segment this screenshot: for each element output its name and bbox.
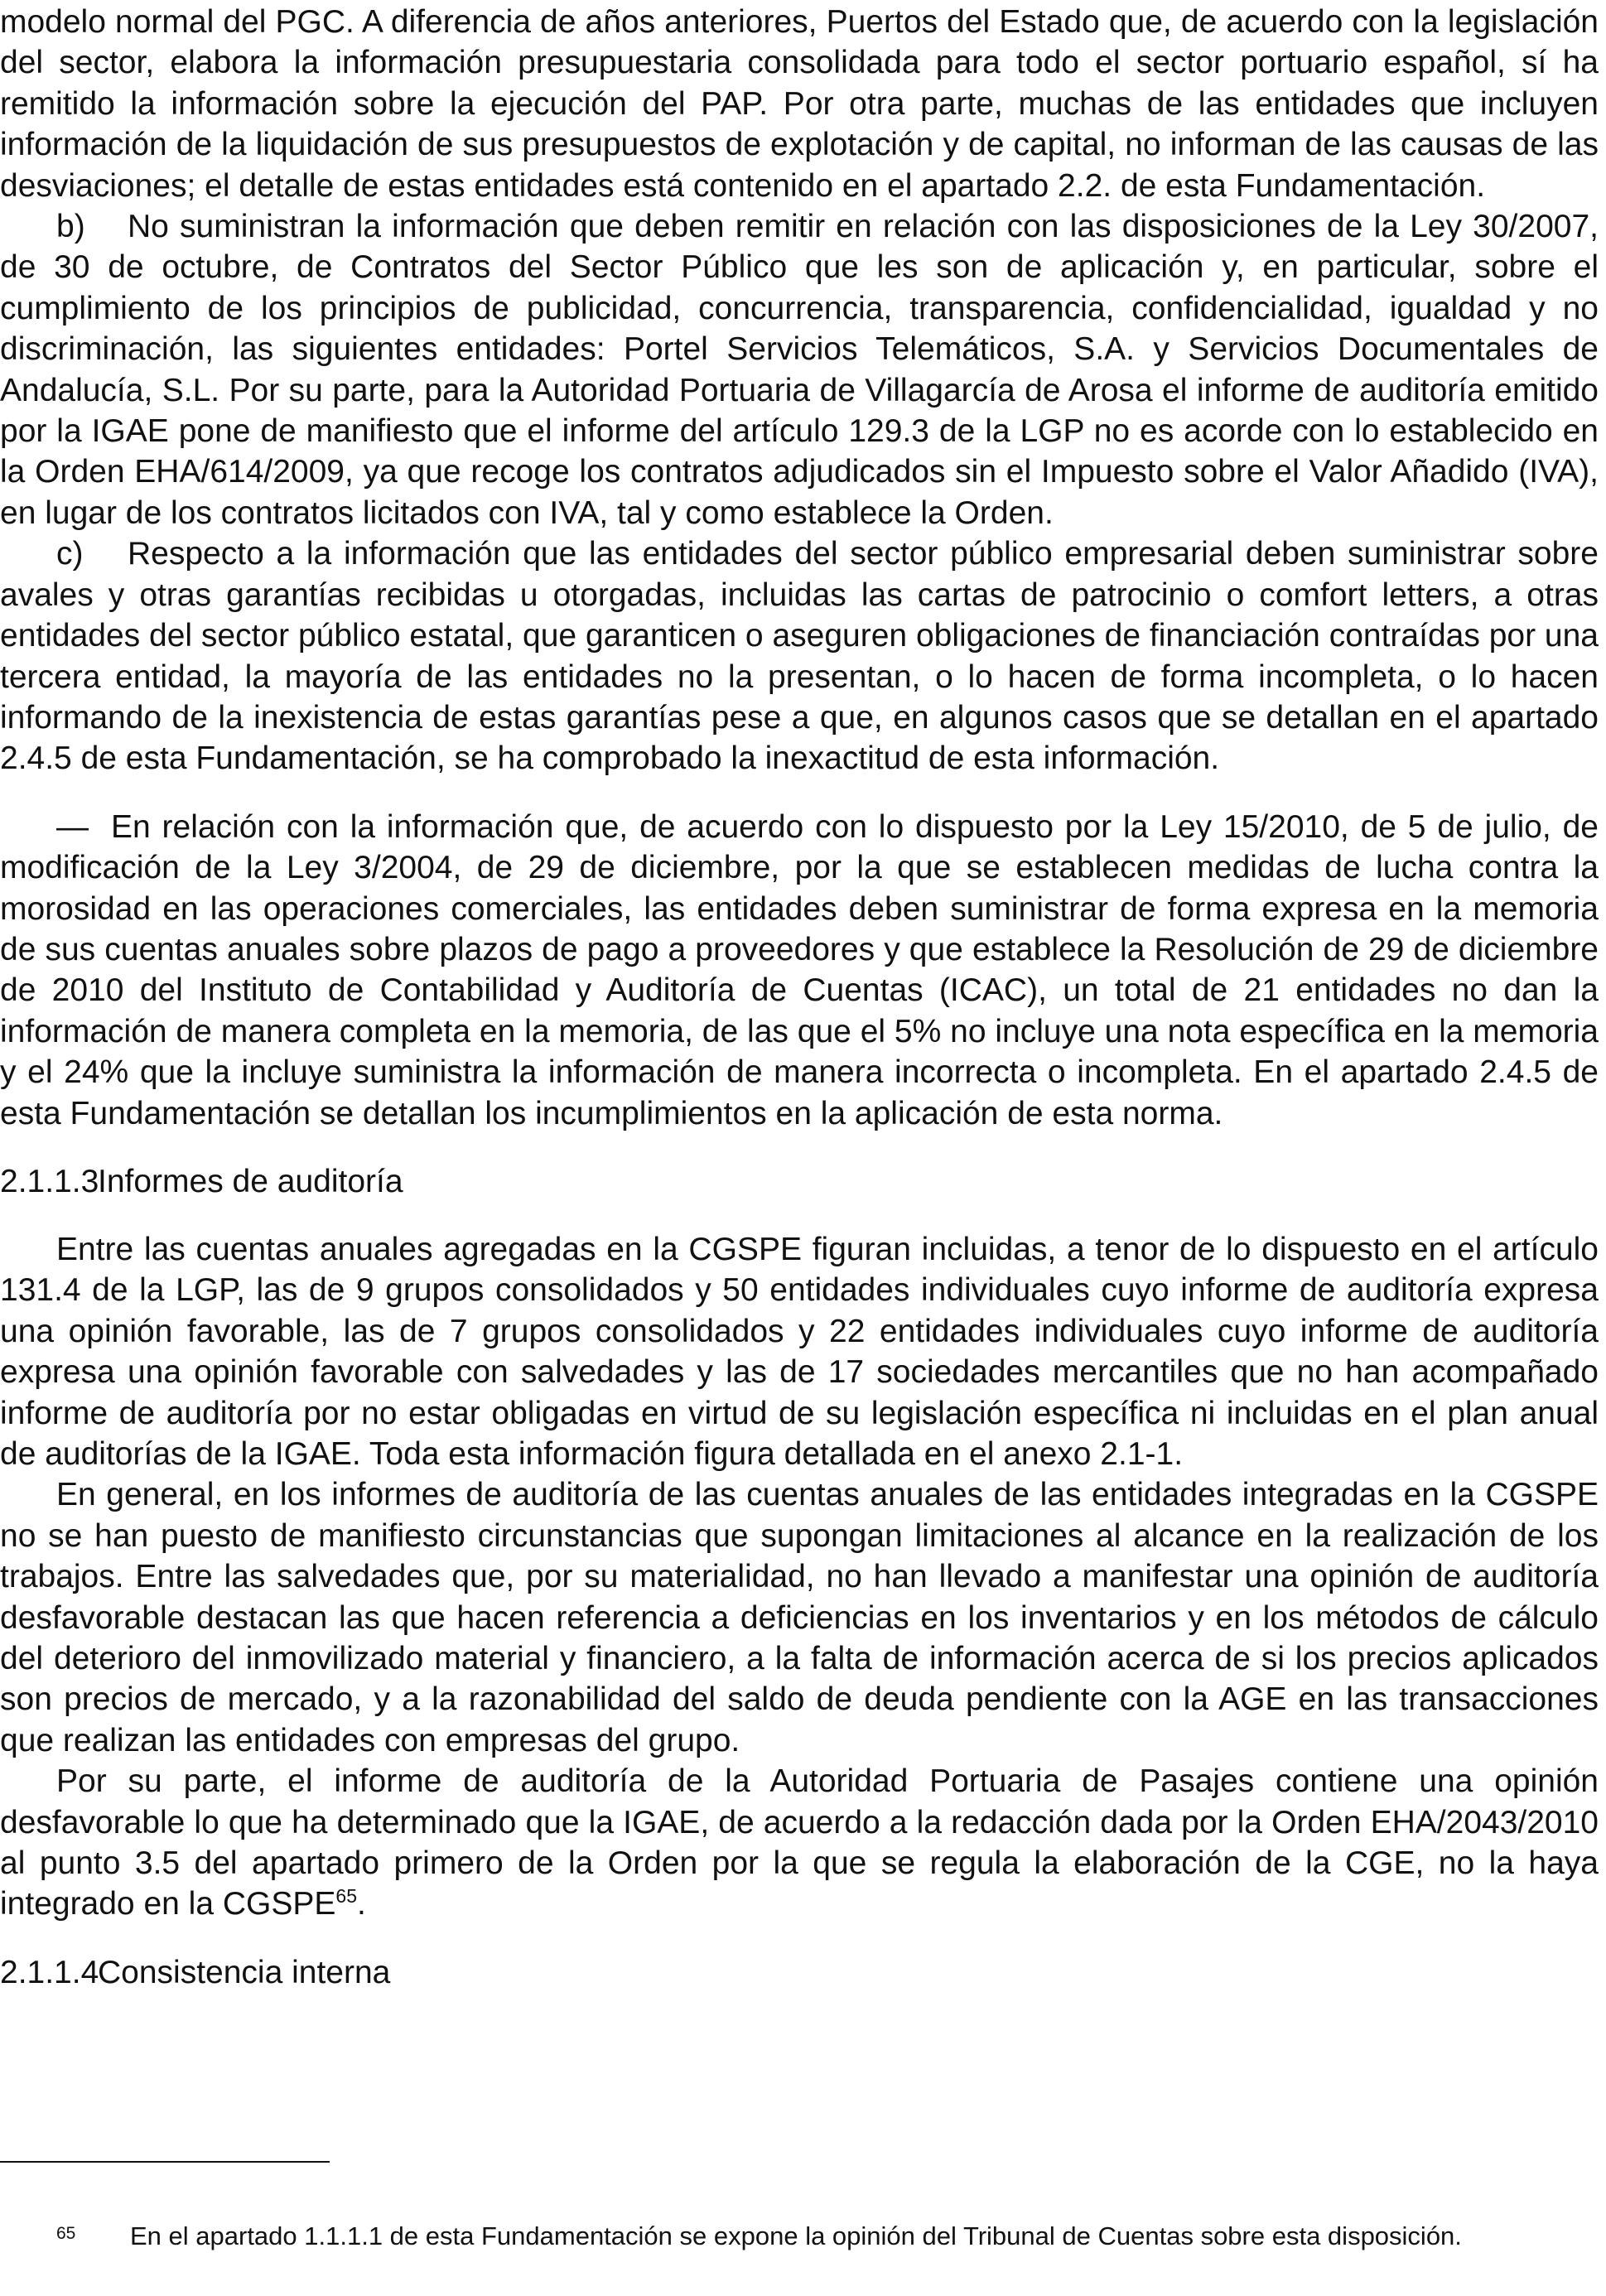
footnote-reference[interactable]: 65 xyxy=(335,1885,357,1908)
section-heading-2113 xyxy=(0,1161,1599,1202)
footnote xyxy=(0,2213,1599,2256)
list-item-b xyxy=(0,206,1599,533)
dash-text: En relación con la información que, de acuerdo con lo dispuesto por la Ley 15/2010, de 5 de julio, de modificación de la Ley 3/2004, de 29 de diciembre, por la que se establecen medidas de lucha contra la morosidad en las operaciones comerciales, las entidades deben suministrar de forma expresa en la memoria de sus cuentas anuales sobre plazos de pago a proveedores y que establece la Resolución de 29 de diciembre de 2010 del Instituto de Contabilidad y Auditoría de Cuentas (ICAC), un total de 21 entidades no dan la información de manera completa en la memoria, de las que el 5% no incluye una nota específica en la memoria y el 24% que la incluye suministra la información de manera incorrecta o incompleta. En el apartado 2.4.5 de esta Fundamentación se detallan los incumplimientos en la aplicación de esta norma. xyxy=(0,808,1599,1131)
list-label-b: b) xyxy=(56,209,85,245)
audit-paragraph-3-end: . xyxy=(357,1886,366,1922)
dash-mark: — xyxy=(56,808,89,845)
footnote-text: En el apartado 1.1.1.1 de esta Fundamentación se expone la opinión del Tribunal de Cuentas sobre esta disposición. xyxy=(130,2221,1462,2250)
list-item-c xyxy=(0,533,1599,779)
section-title: Informes de auditoría xyxy=(98,1163,403,1199)
section-number: 2.1.1.3 xyxy=(0,1163,99,1199)
section-heading-2114 xyxy=(0,1952,1599,1993)
list-label-c: c) xyxy=(56,536,84,572)
list-text-c: Respecto a la información que las entidades del sector público empresarial deben suministrar sobre avales y otras garantías recibidas u otorgadas, incluidas las cartas de patrocinio o comfort letters, a otras entidades del sector público estatal, que garanticen o aseguren obligaciones de financiación contraídas por una tercera entidad, la mayoría de las entidades no la presentan, o lo hacen de forma incompleta, o lo hacen informando de la inexistencia de estas garantías pese a que, en algunos casos que se detallan en el apartado 2.4.5 de esta Fundamentación, se ha comprobado la inexactitud de esta información. xyxy=(0,536,1599,777)
audit-paragraph-3-text: Por su parte, el informe de auditoría de la Autoridad Portuaria de Pasajes contiene una opinión desfavorable lo que ha determinado que la IGAE, de acuerdo a la redacción dada por la Orden EHA/2043/2010 al punto 3.5 del apartado primero de la Orden por la que se regula la elaboración de la CGE, no la haya integrado en la CGSPE xyxy=(0,1763,1599,1922)
section-title: Consistencia interna xyxy=(98,1954,391,1990)
footnote-separator xyxy=(0,2161,330,2163)
audit-paragraph-2: En general, en los informes de auditoría de las cuentas anuales de las entidades integradas en la CGSPE no se han puesto de manifiesto circunstancias que supongan limitaciones al alcance en la realización de los trabajos. Entre las salvedades que, por su materialidad, no han llevado a manifestar una opinión de auditoría desfavorable destacan las que hacen referencia a deficiencias en los inventarios y en los métodos de cálculo del deterioro del inmovilizado material y financiero, a la falta de información acerca de si los precios aplicados son precios de mercado, y a la razonabilidad del saldo de deuda pendiente con la AGE en las transacciones que realizan las entidades con empresas del grupo. xyxy=(0,1477,1599,1758)
section-number: 2.1.1.4 xyxy=(0,1954,99,1990)
list-text-b: No suministran la información que deben remitir en relación con las disposiciones de la Ley 30/2007, de 30 de octubre, de Contratos del Sector Público que les son de aplicación y, en particular, sobre el cumplimiento de los principios de publicidad, concurrencia, transparencia, confidencialidad, igualdad y no discriminación, las siguientes entidades: Portel Servicios Telemáticos, S.A. y Servicios Documentales de Andalucía, S.L. Por su parte, para la Autoridad Portuaria de Villagarcía de Arosa el informe de auditoría emitido por la IGAE pone de manifiesto que el informe del artículo 129.3 de la LGP no es acorde con lo establecido en la Orden EHA/614/2009, ya que recoge los contratos adjudicados sin el Impuesto sobre el Valor Añadido (IVA), en lugar de los contratos licitados con IVA, tal y como establece la Orden. xyxy=(0,209,1599,531)
document-body xyxy=(0,2,1599,1993)
footnote-mark: 65 xyxy=(56,2224,76,2243)
dash-paragraph xyxy=(0,807,1599,1134)
audit-paragraph-1: Entre las cuentas anuales agregadas en la CGSPE figuran incluidas, a tenor de lo dispuesto en el artículo 131.4 de la LGP, las de 9 grupos consolidados y 50 entidades individuales cuyo informe de auditoría expresa una opinión favorable, las de 7 grupos consolidados y 22 entidades individuales cuyo informe de auditoría expresa una opinión favorable con salvedades y las de 17 sociedades mercantiles que no han acompañado informe de auditoría por no estar obligadas en virtud de su legislación específica ni incluidas en el plan anual de auditorías de la IGAE. Toda esta información figura detallada en el anexo 2.1-1. xyxy=(0,1231,1599,1472)
audit-paragraph-3 xyxy=(0,1761,1599,1925)
paragraph-continuation: modelo normal del PGC. A diferencia de años anteriores, Puertos del Estado que, de acuerdo con la legislación del sector, elabora la información presupuestaria consolidada para todo el sector portuario español, sí ha remitido la información sobre la ejecución del PAP. Por otra parte, muchas de las entidades que incluyen información de la liquidación de sus presupuestos de explotación y de capital, no informan de las causas de las desviaciones; el detalle de estas entidades está contenido en el apartado 2.2. de esta Fundamentación. xyxy=(0,4,1599,204)
